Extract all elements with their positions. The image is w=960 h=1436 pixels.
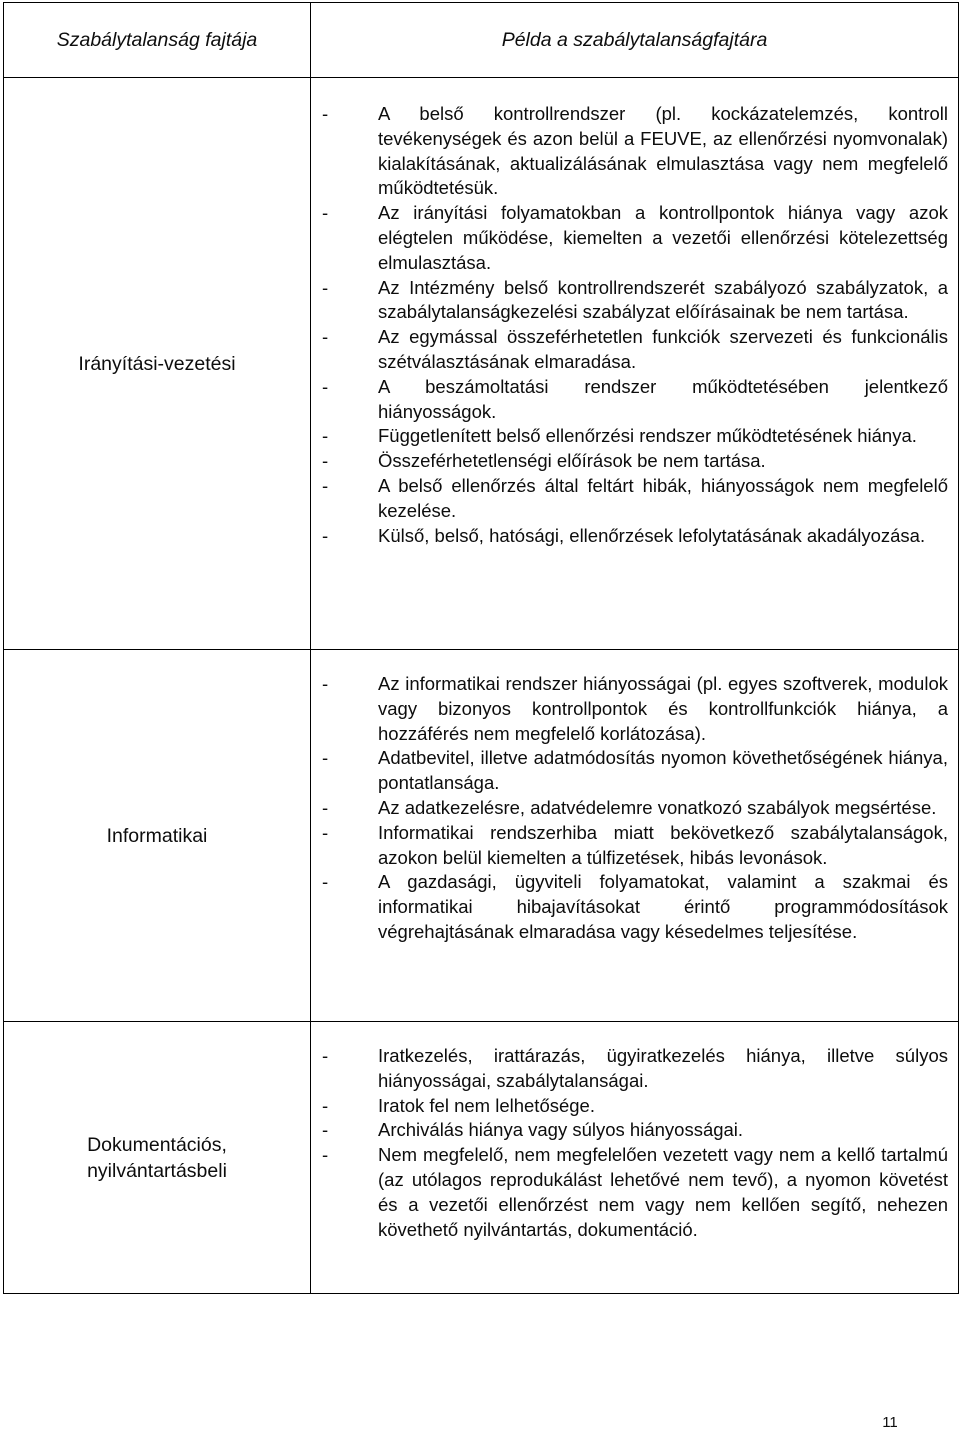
irregularity-type-cell: Informatikai xyxy=(4,650,311,1022)
list-item: - Külső, belső, hatósági, ellenőrzések lefolytatásának akadályozása. xyxy=(322,524,948,549)
table-row xyxy=(4,78,959,650)
irregularity-table xyxy=(3,2,959,1294)
list-item: - Archiválás hiánya vagy súlyos hiányosságai. xyxy=(322,1118,948,1143)
header-row xyxy=(4,3,959,78)
example-cell xyxy=(311,78,959,650)
list-item: - Az irányítási folyamatokban a kontrollpontok hiánya vagy azok elégtelen működése, kiemelten a vezetői ellenőrzési kötelezettség elmulasztása. xyxy=(322,201,948,275)
list-item: - Iratkezelés, irattárazás, ügyiratkezelés hiánya, illetve súlyos hiányosságai, szabálytalanságai. xyxy=(322,1044,948,1094)
example-cell xyxy=(311,650,959,1022)
irregularity-type-label: Dokumentációs, nyilvántartásbeli xyxy=(87,1133,227,1182)
list-item: - Függetlenített belső ellenőrzési rendszer működtetésének hiánya. xyxy=(322,424,948,449)
list-item: - Nem megfelelő, nem megfelelően vezetett vagy nem a kellő tartalmú (az utólagos reprodukálást lehetővé nem tevő), a nyomon követést és a vezetői ellenőrzést nem vagy nem kellően segítő, nehezen követhető nyilvántartás, dokumentáció. xyxy=(322,1143,948,1242)
list-item: - A belső kontrollrendszer (pl. kockázatelemzés, kontroll tevékenységek és azon belül a FEUVE, az ellenőrzési nyomvonalak) kialakításának, aktualizálásának elmulasztása vagy nem megfelelő működtetésük. xyxy=(322,102,948,201)
list-item: - A gazdasági, ügyviteli folyamatokat, valamint a szakmai és informatikai hibajavításokat érintő programmódosítások végrehajtásának elmaradása vagy késedelmes teljesítése. xyxy=(322,870,948,944)
list-item: - Informatikai rendszerhiba miatt bekövetkező szabálytalanságok, azokon belül kiemelten a túlfizetések, hibás levonások. xyxy=(322,821,948,871)
list-item: - A beszámoltatási rendszer működtetésében jelentkező hiányosságok. xyxy=(322,375,948,425)
list-item: - Az Intézmény belső kontrollrendszerét szabályozó szabályzatok, a szabálytalanságkezelési szabályzat előírásainak be nem tartása. xyxy=(322,276,948,326)
header-example: Példa a szabálytalanságfajtára xyxy=(311,3,959,78)
list-item: - Az informatikai rendszer hiányosságai (pl. egyes szoftverek, modulok vagy bizonyos kontrollpontok és kontrollfunkciók hiánya, a hozzáférés nem megfelelő korlátozása). xyxy=(322,672,948,746)
table-row xyxy=(4,1022,959,1294)
list-item: - Iratok fel nem lelhetősége. xyxy=(322,1094,948,1119)
table-row xyxy=(4,650,959,1022)
header-irregularity-type: Szabálytalanság fajtája xyxy=(4,3,311,78)
list-item: - A belső ellenőrzés által feltárt hibák, hiányosságok nem megfelelő kezelése. xyxy=(322,474,948,524)
irregularity-type-cell xyxy=(4,1022,311,1294)
list-item: - Összeférhetetlenségi előírások be nem tartása. xyxy=(322,449,948,474)
irregularity-type-cell: Irányítási-vezetési xyxy=(4,78,311,650)
list-item: - Adatbevitel, illetve adatmódosítás nyomon követhetőségének hiánya, pontatlansága. xyxy=(322,746,948,796)
list-item: - Az adatkezelésre, adatvédelemre vonatkozó szabályok megsértése. xyxy=(322,796,948,821)
page-number: 11 xyxy=(882,1414,898,1431)
example-cell xyxy=(311,1022,959,1294)
list-item: - Az egymással összeférhetetlen funkciók szervezeti és funkcionális szétválasztásának elmaradása. xyxy=(322,325,948,375)
